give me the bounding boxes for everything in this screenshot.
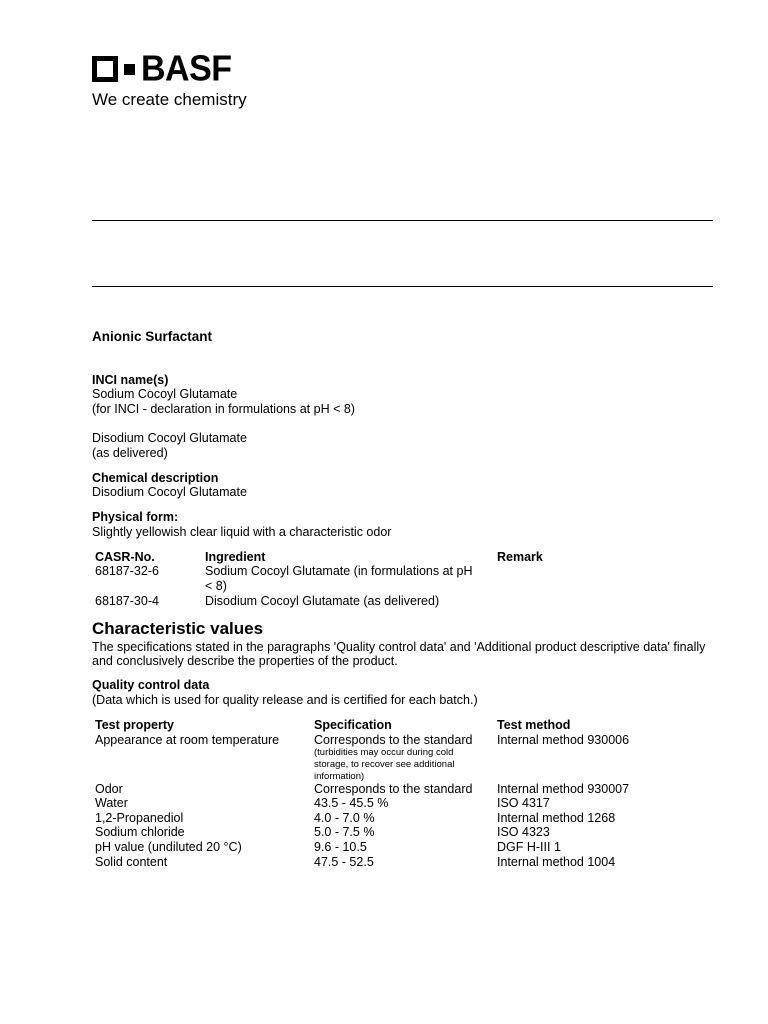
qc-spec-note: storage, to recover see additional (314, 759, 455, 770)
qc-method: DGF H-III 1 (497, 840, 561, 854)
divider-bottom (92, 286, 713, 287)
qc-header-method: Test method (497, 718, 571, 732)
qc-method: Internal method 1268 (497, 811, 616, 825)
qc-property: Appearance at room temperature (95, 733, 280, 747)
qc-spec: 47.5 - 52.5 (314, 855, 374, 869)
logo-wordmark: BASF (141, 49, 232, 89)
inci-line: Sodium Cocoyl Glutamate (92, 387, 238, 401)
logo-square-outline-icon (92, 56, 118, 82)
inci-line: (as delivered) (92, 446, 168, 460)
qc-spec: 43.5 - 45.5 % (314, 796, 389, 810)
qc-header-property: Test property (95, 718, 174, 732)
divider-top (92, 220, 713, 221)
qc-spec-note: (turbidities may occur during cold (314, 747, 454, 758)
qc-spec: Corresponds to the standard (314, 782, 473, 796)
logo-square-solid-icon (124, 64, 135, 75)
ingredient-header-remark: Remark (497, 550, 543, 564)
qc-property: 1,2-Propanediol (95, 811, 184, 825)
qc-property: Sodium chloride (95, 825, 185, 839)
inci-line: (for INCI - declaration in formulations at pH < 8) (92, 402, 355, 416)
qc-subheading: (Data which is used for quality release and is certified for each batch.) (92, 693, 478, 707)
qc-property: Solid content (95, 855, 168, 869)
characteristic-text: The specifications stated in the paragraphs 'Quality control data' and 'Additional product descriptive data' finally (92, 640, 706, 654)
qc-property: Water (95, 796, 128, 810)
qc-property: pH value (undiluted 20 °C) (95, 840, 242, 854)
ingredient-casr: 68187-30-4 (95, 594, 159, 608)
ingredient-name: Sodium Cocoyl Glutamate (in formulations at pH (205, 564, 473, 578)
ingredient-name-cont: < 8) (205, 579, 227, 593)
qc-spec-note: information) (314, 771, 365, 782)
basf-logo (92, 49, 232, 89)
qc-method: ISO 4317 (497, 796, 550, 810)
product-class: Anionic Surfactant (92, 329, 213, 344)
qc-method: ISO 4323 (497, 825, 550, 839)
characteristic-text: and conclusively describe the properties of the product. (92, 654, 398, 668)
chemical-value: Disodium Cocoyl Glutamate (92, 485, 247, 499)
ingredient-header-ingredient: Ingredient (205, 550, 266, 564)
qc-spec: 9.6 - 10.5 (314, 840, 367, 854)
qc-spec: 4.0 - 7.0 % (314, 811, 375, 825)
qc-method: Internal method 1004 (497, 855, 616, 869)
logo-tagline: We create chemistry (92, 90, 247, 109)
chemical-heading: Chemical description (92, 471, 219, 485)
qc-method: Internal method 930007 (497, 782, 630, 796)
ingredient-header-casr: CASR-No. (95, 550, 155, 564)
inci-heading: INCI name(s) (92, 373, 169, 387)
qc-property: Odor (95, 782, 123, 796)
qc-method: Internal method 930006 (497, 733, 630, 747)
inci-line: Disodium Cocoyl Glutamate (92, 431, 247, 445)
ingredient-casr: 68187-32-6 (95, 564, 159, 578)
qc-heading: Quality control data (92, 678, 210, 692)
qc-header-spec: Specification (314, 718, 392, 732)
physical-value: Slightly yellowish clear liquid with a characteristic odor (92, 525, 392, 539)
characteristic-heading: Characteristic values (92, 619, 264, 638)
qc-spec: Corresponds to the standard (314, 733, 473, 747)
ingredient-name: Disodium Cocoyl Glutamate (as delivered) (205, 594, 440, 608)
qc-spec: 5.0 - 7.5 % (314, 825, 375, 839)
physical-heading: Physical form: (92, 510, 179, 524)
